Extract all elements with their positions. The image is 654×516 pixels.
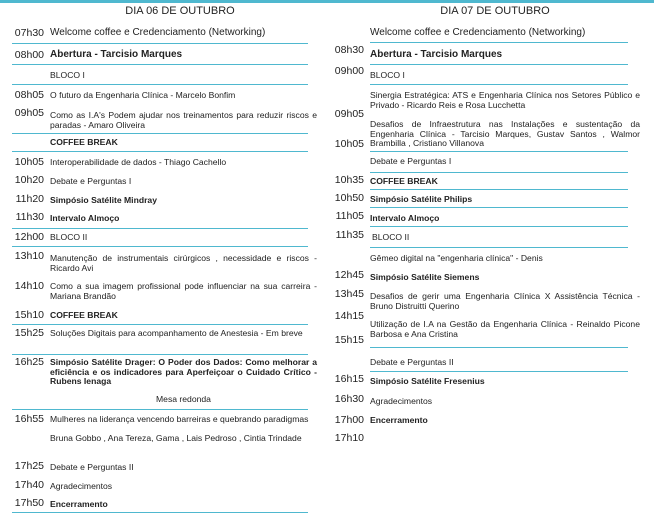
row-time: 10h50 [334, 192, 364, 204]
row-text: Intervalo Almoço [50, 213, 120, 223]
schedule-day-2 [330, 0, 654, 516]
row-time: 09h00 [334, 65, 364, 77]
row-text: Agradecimentos [370, 396, 433, 406]
row-text: Abertura - Tarcisio Marques [50, 49, 183, 60]
row-time: 11h20 [15, 193, 44, 205]
row-text: Intervalo Almoço [370, 213, 440, 223]
row-text: Simpósio Satélite Mindray [50, 195, 157, 205]
row-time: 15h15 [334, 334, 364, 346]
divider [370, 207, 628, 208]
row-text: Simpósio Satélite Fresenius [370, 376, 485, 386]
row-time: 10h05 [334, 138, 364, 150]
row-time: 15h10 [14, 309, 44, 321]
row-time: 09h05 [14, 107, 44, 119]
row-text: Interoperabilidade de dados - Thiago Cachello [50, 157, 227, 167]
row-text: Abertura - Tarcisio Marques [370, 49, 503, 60]
row-text: Welcome coffee e Credenciamento (Networking) [50, 27, 266, 38]
row-time: 10h20 [14, 174, 44, 186]
row-text: Agradecimentos [50, 481, 113, 491]
row-time: 13h45 [334, 288, 364, 300]
divider [370, 172, 628, 173]
row-text: Gêmeo digital na "engenharia clínica" - Denis [370, 253, 543, 263]
divider [370, 151, 628, 152]
row-time: 17h00 [334, 414, 364, 426]
row-time: 10h35 [334, 174, 364, 186]
row-time: 16h15 [334, 373, 364, 385]
block-label: BLOCO I [370, 70, 405, 80]
day-header: DIA 06 DE OUTUBRO [125, 5, 235, 17]
row-text: Como as I.A's Podem ajudar nos treinamentos para reduzir riscos e paradas - Amaro Oliveira [50, 110, 317, 130]
row-text: Sinergia Estratégica: ATS e Engenharia Clínica nos Setores Público e Privado - Ricardo Reis e Rosa Lucchetta [370, 90, 640, 110]
divider [12, 133, 308, 134]
divider [12, 84, 308, 85]
row-time: 11h30 [15, 211, 44, 223]
row-text: COFFEE BREAK [370, 176, 438, 186]
divider [12, 409, 308, 410]
row-time: 16h30 [334, 393, 364, 405]
row-time: 08h05 [14, 89, 44, 101]
row-text: Soluções Digitais para acompanhamento de Anestesia - Em breve [50, 328, 303, 338]
divider [370, 226, 628, 227]
row-time: 17h10 [334, 432, 364, 444]
divider [370, 42, 628, 43]
divider [370, 189, 628, 190]
row-text: COFFEE BREAK [50, 310, 118, 320]
day-header: DIA 07 DE OUTUBRO [440, 5, 550, 17]
row-text: Debate e Perguntas I [370, 156, 452, 166]
row-time: 08h30 [334, 44, 364, 56]
row-text: Mulheres na liderança vencendo barreiras e quebrando paradigmas [50, 414, 309, 424]
row-text: Debate e Perguntas I [50, 176, 132, 186]
row-time: 16h25 [14, 356, 44, 368]
row-text: Como a sua imagem profissional pode influenciar na sua carreira - Mariana Brandão [50, 281, 317, 301]
row-time: 11h05 [335, 210, 364, 222]
row-time: 10h05 [14, 156, 44, 168]
row-time: 12h45 [334, 269, 364, 281]
row-text: Debate e Perguntas II [50, 462, 134, 472]
divider [12, 354, 308, 355]
row-time: 17h40 [14, 479, 44, 491]
row-text: Encerramento [50, 499, 108, 509]
row-time: 14h15 [334, 310, 364, 322]
row-text: Simpósio Satélite Philips [370, 194, 473, 204]
row-time: 11h35 [335, 229, 364, 241]
divider [12, 43, 308, 44]
schedule-day-1 [0, 0, 322, 516]
row-text: COFFEE BREAK [50, 137, 118, 147]
row-time: 15h25 [14, 327, 44, 339]
row-time: 07h30 [14, 27, 44, 39]
row-text: Welcome coffee e Credenciamento (Networking) [370, 27, 586, 38]
divider [12, 64, 308, 65]
row-time: 14h10 [14, 280, 44, 292]
divider [370, 347, 628, 348]
divider [12, 246, 308, 247]
row-time: 16h55 [14, 413, 44, 425]
divider [12, 324, 308, 325]
row-text: Simpósio Satélite Drager: O Poder dos Dados: Como melhorar a eficiência e os indicadores para Aperfeiçoar o Cuidado Crítico - Rubens Ienaga [50, 357, 317, 387]
row-text: Debate e Perguntas II [370, 357, 454, 367]
divider [12, 151, 308, 152]
section-label: Mesa redonda [156, 394, 211, 404]
row-time: 13h10 [14, 250, 44, 262]
row-text: Desafios de Infraestrutura nas Instalações e sustentação da Engenharia Clínica - Tarcisio Marques, Gustav Santos , Walmor Brambilla , Cristiano Villanova [370, 119, 640, 149]
row-time: 12h00 [14, 231, 44, 243]
row-text: Utilização de I.A na Gestão da Engenharia Clínica - Reinaldo Picone Barbosa e Ana Cristina [370, 319, 640, 339]
block-label: BLOCO II [50, 232, 88, 242]
row-text: Manutenção de instrumentais cirúrgicos , necessidade e riscos - Ricardo Avi [50, 253, 317, 273]
row-text: Desafios de gerir uma Engenharia Clínica X Assistência Técnica - Bruno Distruitti Querino [370, 291, 640, 311]
divider [370, 371, 628, 372]
row-text: O futuro da Engenharia Clínica - Marcelo Bonfim [50, 90, 236, 100]
divider [12, 512, 308, 513]
divider [370, 84, 628, 85]
divider [370, 247, 628, 248]
row-text-speakers: Bruna Gobbo , Ana Tereza, Gama , Lais Pedroso , Cintia Trindade [50, 433, 302, 443]
block-label: BLOCO II [372, 232, 410, 242]
row-time: 09h05 [334, 108, 364, 120]
divider [12, 228, 308, 229]
row-time: 08h00 [14, 49, 44, 61]
row-time: 17h25 [14, 460, 44, 472]
divider [370, 64, 628, 65]
row-time: 17h50 [14, 497, 44, 509]
row-text: Encerramento [370, 415, 428, 425]
row-text: Simpósio Satélite Siemens [370, 272, 480, 282]
block-label: BLOCO I [50, 70, 85, 80]
